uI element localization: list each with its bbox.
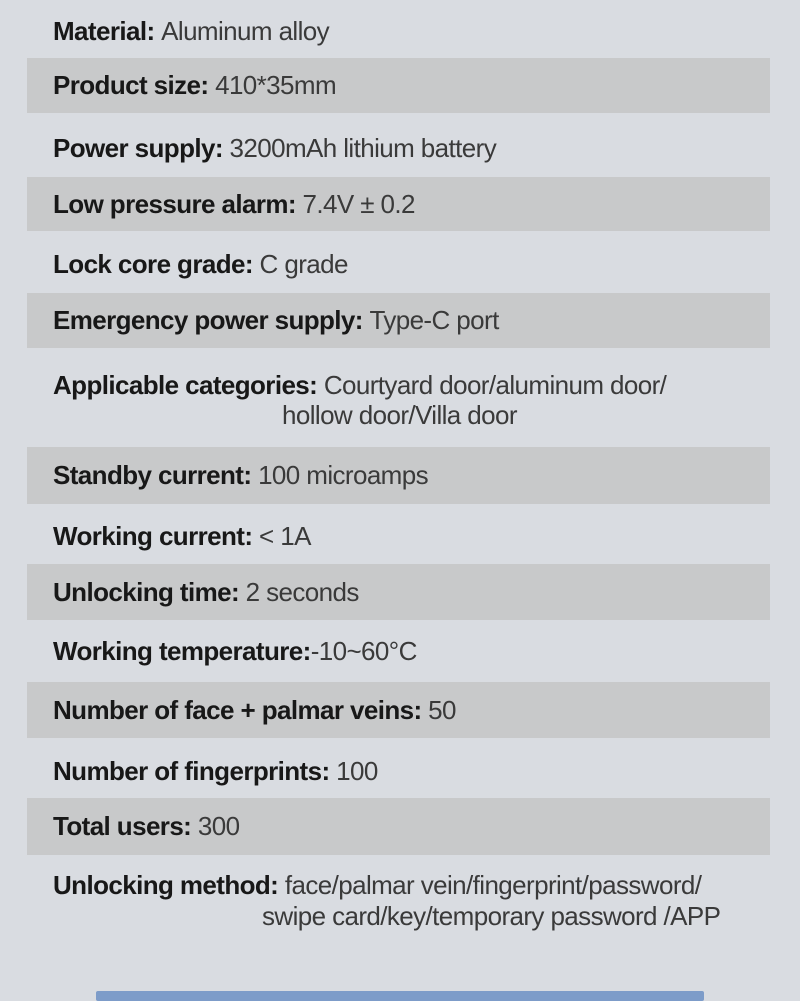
spec-row [27, 58, 770, 113]
spec-value: Courtyard door/aluminum door/ [323, 370, 667, 400]
spec-row [27, 564, 770, 620]
spec-value: 7.4V ± 0.2 [302, 188, 415, 219]
spec-value: face/palmar vein/fingerprint/password/ [284, 870, 702, 900]
spec-label: Product size: [53, 70, 216, 100]
spec-row [0, 633, 800, 669]
spec-row [0, 370, 800, 430]
spec-label: Unlocking time: [53, 576, 246, 607]
spec-value: -10~60°C [310, 636, 417, 666]
spec-label: Unlocking method: [53, 870, 285, 900]
spec-row [0, 753, 800, 789]
spec-row [0, 246, 800, 282]
spec-row [27, 682, 770, 738]
spec-row [27, 293, 770, 348]
spec-label: Number of face + palmar veins: [53, 694, 429, 725]
spec-label: Power supply: [53, 133, 230, 163]
spec-value: 100 microamps [258, 460, 428, 490]
spec-row [0, 130, 800, 166]
spec-value: C grade [259, 249, 348, 279]
spec-label: Emergency power supply: [53, 305, 370, 335]
spec-value: Type-C port [369, 305, 499, 335]
spec-row [27, 798, 770, 855]
spec-value: 50 [428, 694, 456, 725]
spec-value: Aluminum alloy [161, 16, 330, 46]
spec-label: Low pressure alarm: [53, 188, 303, 219]
spec-value: < 1A [259, 521, 311, 551]
spec-row [0, 870, 800, 932]
spec-row [27, 177, 770, 231]
spec-value: 3200mAh lithium battery [229, 133, 497, 163]
spec-label: Standby current: [53, 460, 259, 490]
spec-value-line2: hollow door/Villa door [282, 400, 517, 430]
spec-label: Total users: [53, 811, 198, 841]
spec-label: Working temperature: [53, 636, 311, 666]
spec-value: 410*35mm [215, 70, 337, 100]
spec-value: 100 [336, 756, 378, 786]
spec-label: Lock core grade: [53, 249, 260, 279]
spec-label: Working current: [53, 521, 260, 551]
spec-row [0, 518, 800, 554]
spec-value: 2 seconds [245, 576, 359, 607]
spec-row [27, 447, 770, 504]
spec-label: Applicable categories: [53, 370, 324, 400]
spec-value-line2: swipe card/key/temporary password /APP [262, 901, 721, 931]
spec-row [0, 13, 800, 49]
spec-label: Number of fingerprints: [53, 756, 337, 786]
spec-value: 300 [197, 811, 240, 841]
bottom-accent-bar [96, 991, 704, 1001]
spec-label: Material: [53, 16, 162, 46]
